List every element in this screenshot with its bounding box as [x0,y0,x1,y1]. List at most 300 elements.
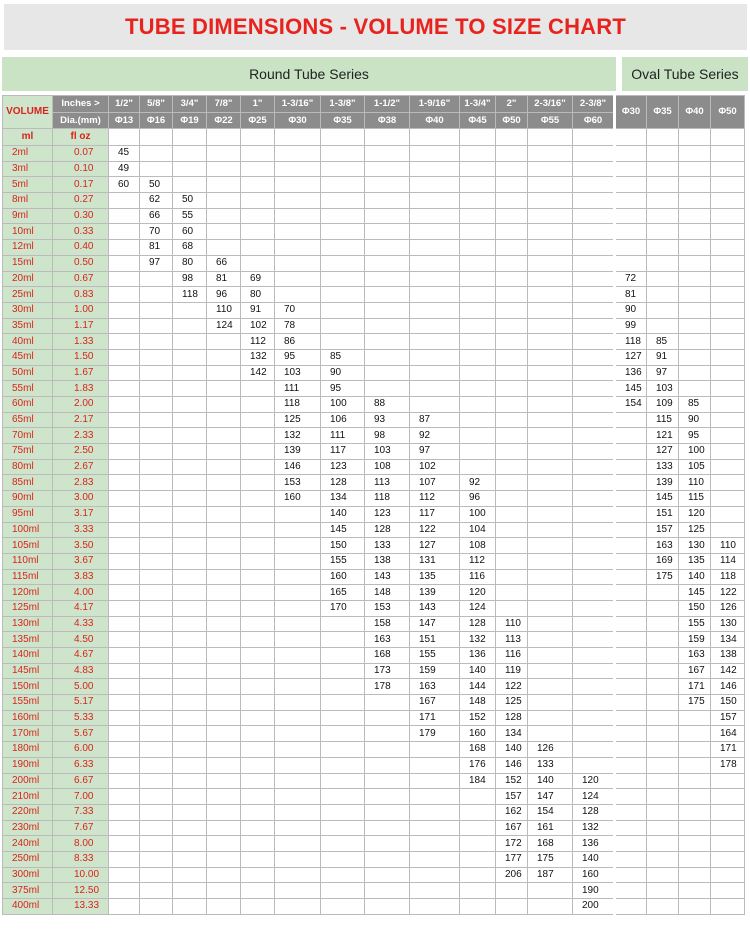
volume-ml-cell: 400ml [3,899,53,915]
size-cell [647,302,679,318]
volume-floz-cell: 1.83 [53,381,109,397]
size-cell: 125 [275,412,321,428]
size-cell [573,459,615,475]
size-cell: 136 [573,836,615,852]
size-cell [410,287,460,303]
inch-size-header: 1-9/16" [410,96,460,113]
size-cell [365,789,410,805]
size-cell [679,742,711,758]
size-cell [496,475,528,491]
size-cell [365,742,410,758]
size-cell [365,899,410,915]
size-cell [573,506,615,522]
size-cell [109,491,140,507]
size-cell [647,757,679,773]
table-row [3,334,745,350]
volume-floz-cell: 7.00 [53,789,109,805]
table-row [3,208,745,224]
size-cell [528,506,573,522]
volume-ml-cell: 160ml [3,710,53,726]
size-cell [207,334,241,350]
size-cell [173,663,207,679]
size-cell: 175 [679,695,711,711]
size-cell: 100 [460,506,496,522]
volume-floz-cell: 10.00 [53,867,109,883]
size-cell: 80 [173,255,207,271]
size-cell [679,349,711,365]
volume-ml-cell: 250ml [3,851,53,867]
size-cell [573,679,615,695]
size-cell: 105 [679,459,711,475]
size-cell: 102 [241,318,275,334]
size-cell [365,349,410,365]
size-cell [140,569,173,585]
volume-floz-cell: 2.17 [53,412,109,428]
size-cell: 70 [275,302,321,318]
empty-cell [711,129,745,146]
diameter-size-header: Φ35 [321,113,365,129]
size-cell [365,695,410,711]
size-cell [173,710,207,726]
size-cell: 123 [365,506,410,522]
volume-floz-cell: 0.07 [53,146,109,162]
volume-floz-cell: 4.67 [53,648,109,664]
size-cell [496,224,528,240]
size-cell [207,381,241,397]
size-cell [615,695,647,711]
size-cell: 66 [140,208,173,224]
size-cell: 167 [679,663,711,679]
size-cell: 124 [573,789,615,805]
size-cell [711,240,745,256]
size-cell: 145 [615,381,647,397]
size-cell [241,240,275,256]
size-cell [615,208,647,224]
size-cell [679,883,711,899]
size-cell [711,365,745,381]
volume-floz-cell: 0.67 [53,271,109,287]
size-cell [207,208,241,224]
table-row [3,679,745,695]
size-cell [573,224,615,240]
size-cell: 130 [711,616,745,632]
size-cell: 148 [365,585,410,601]
size-cell [528,459,573,475]
size-cell [679,726,711,742]
size-cell: 110 [711,538,745,554]
size-cell [173,585,207,601]
size-cell: 171 [711,742,745,758]
volume-floz-cell: 5.33 [53,710,109,726]
size-cell: 90 [321,365,365,381]
empty-cell [528,129,573,146]
size-cell [573,146,615,162]
size-cell [647,271,679,287]
size-cell [275,287,321,303]
size-cell [321,710,365,726]
size-cell [275,851,321,867]
size-cell [647,663,679,679]
volume-floz-cell: 2.67 [53,459,109,475]
volume-floz-cell: 1.50 [53,349,109,365]
size-cell [615,867,647,883]
size-cell [410,240,460,256]
volume-floz-cell: 3.17 [53,506,109,522]
table-row [3,804,745,820]
size-cell [140,334,173,350]
volume-ml-cell: 375ml [3,883,53,899]
size-cell [365,381,410,397]
size-cell [573,334,615,350]
size-cell: 127 [410,538,460,554]
volume-floz-cell: 8.00 [53,836,109,852]
size-cell [573,757,615,773]
size-cell [679,193,711,209]
size-cell: 167 [496,820,528,836]
oval-tube-series-label: Oval Tube Series [622,57,748,91]
size-cell [275,240,321,256]
size-cell [365,287,410,303]
table-row [3,632,745,648]
size-cell [647,836,679,852]
size-cell [140,161,173,177]
volume-floz-cell: 1.33 [53,334,109,350]
size-cell: 81 [140,240,173,256]
volume-ml-cell: 20ml [3,271,53,287]
size-cell [573,710,615,726]
size-cell [321,161,365,177]
size-cell: 103 [365,444,410,460]
size-cell [647,287,679,303]
size-cell [410,177,460,193]
size-cell: 118 [275,397,321,413]
size-cell [573,287,615,303]
volume-ml-cell: 55ml [3,381,53,397]
size-cell: 116 [460,569,496,585]
table-row [3,240,745,256]
size-cell [528,695,573,711]
size-cell [528,349,573,365]
volume-floz-cell: 0.10 [53,161,109,177]
volume-ml-cell: 210ml [3,789,53,805]
volume-floz-cell: 0.83 [53,287,109,303]
size-cell [207,240,241,256]
size-cell: 119 [496,663,528,679]
size-cell [140,459,173,475]
size-cell [109,522,140,538]
size-cell [496,491,528,507]
size-cell [109,695,140,711]
volume-ml-cell: 125ml [3,600,53,616]
size-cell [207,224,241,240]
size-cell [241,428,275,444]
size-cell [679,287,711,303]
inch-size-header: 1" [241,96,275,113]
size-cell [321,255,365,271]
size-cell [647,710,679,726]
size-cell: 145 [679,585,711,601]
volume-ml-cell: 190ml [3,757,53,773]
size-cell: 190 [573,883,615,899]
size-cell [109,600,140,616]
size-cell: 134 [711,632,745,648]
oval-diameter-header: Φ30 [615,96,647,129]
size-cell [109,726,140,742]
size-cell [207,804,241,820]
size-cell: 177 [496,851,528,867]
empty-cell [647,129,679,146]
size-cell [109,648,140,664]
size-cell: 109 [647,397,679,413]
size-cell [573,397,615,413]
table-row [3,522,745,538]
size-cell [496,255,528,271]
size-cell: 128 [321,475,365,491]
size-cell [140,883,173,899]
size-cell: 138 [365,553,410,569]
size-cell [109,349,140,365]
size-cell [615,663,647,679]
size-cell [173,789,207,805]
size-cell [140,397,173,413]
empty-cell [679,129,711,146]
size-cell [615,177,647,193]
size-cell [275,883,321,899]
size-cell [711,255,745,271]
size-cell [528,334,573,350]
table-row [3,224,745,240]
size-cell [275,600,321,616]
size-cell [679,867,711,883]
size-cell [679,318,711,334]
size-cell [207,663,241,679]
size-cell [109,679,140,695]
size-cell: 157 [711,710,745,726]
size-cell [410,381,460,397]
size-cell [173,146,207,162]
size-cell: 111 [321,428,365,444]
size-cell [365,146,410,162]
size-cell [711,867,745,883]
size-cell: 88 [365,397,410,413]
size-cell: 143 [410,600,460,616]
volume-floz-cell: 1.00 [53,302,109,318]
size-cell [140,820,173,836]
size-cell [528,538,573,554]
size-cell [573,695,615,711]
size-cell [496,506,528,522]
size-cell [321,773,365,789]
size-cell: 163 [647,538,679,554]
volume-ml-cell: 35ml [3,318,53,334]
size-cell: 91 [647,349,679,365]
size-cell [321,318,365,334]
size-cell [109,742,140,758]
empty-cell [241,129,275,146]
size-cell [109,585,140,601]
size-cell [573,648,615,664]
size-cell [615,600,647,616]
size-cell [647,899,679,915]
size-cell: 142 [711,663,745,679]
size-cell [711,428,745,444]
size-cell [711,334,745,350]
volume-floz-cell: 0.27 [53,193,109,209]
size-cell [711,444,745,460]
size-cell [109,459,140,475]
size-cell [173,538,207,554]
size-cell [410,742,460,758]
size-cell [573,522,615,538]
size-cell [109,663,140,679]
size-cell [647,789,679,805]
size-cell [615,585,647,601]
size-cell [140,522,173,538]
size-cell: 60 [173,224,207,240]
size-cell [173,177,207,193]
size-cell: 136 [460,648,496,664]
size-cell [275,632,321,648]
size-cell: 70 [140,224,173,240]
size-cell: 114 [711,553,745,569]
size-cell [573,349,615,365]
volume-floz-cell: 5.17 [53,695,109,711]
table-row [3,412,745,428]
size-cell [321,271,365,287]
size-cell [241,899,275,915]
size-cell [241,757,275,773]
size-cell: 176 [460,757,496,773]
size-cell [460,193,496,209]
size-cell [410,224,460,240]
size-cell [140,553,173,569]
size-cell [528,412,573,428]
size-cell: 98 [173,271,207,287]
size-cell [496,397,528,413]
size-cell [711,397,745,413]
size-cell [140,899,173,915]
size-cell [207,600,241,616]
size-cell: 132 [241,349,275,365]
size-cell: 171 [410,710,460,726]
volume-floz-cell: 0.50 [53,255,109,271]
table-row [3,789,745,805]
size-cell: 133 [528,757,573,773]
size-cell: 128 [573,804,615,820]
volume-floz-cell: 0.17 [53,177,109,193]
size-cell [241,491,275,507]
size-cell [365,710,410,726]
size-cell [275,255,321,271]
size-cell [528,428,573,444]
empty-cell [207,129,241,146]
size-cell [207,538,241,554]
size-cell [573,600,615,616]
volume-ml-cell: 155ml [3,695,53,711]
empty-cell [410,129,460,146]
size-cell [528,271,573,287]
size-cell: 160 [460,726,496,742]
size-cell [573,742,615,758]
size-cell [679,789,711,805]
volume-floz-cell: 6.00 [53,742,109,758]
size-cell: 168 [460,742,496,758]
size-cell: 78 [275,318,321,334]
size-cell [460,867,496,883]
size-cell [615,491,647,507]
size-cell [679,365,711,381]
size-cell [207,161,241,177]
table-row [3,381,745,397]
size-cell: 118 [173,287,207,303]
size-cell [496,600,528,616]
size-cell [615,883,647,899]
table-row [3,710,745,726]
table-row [3,161,745,177]
size-cell [109,820,140,836]
size-cell: 97 [410,444,460,460]
size-cell [321,757,365,773]
volume-floz-cell: 0.40 [53,240,109,256]
size-cell [207,867,241,883]
size-cell [140,538,173,554]
size-cell [241,742,275,758]
size-cell [711,318,745,334]
size-cell: 60 [109,177,140,193]
size-cell: 154 [615,397,647,413]
volume-floz-cell: 4.33 [53,616,109,632]
size-cell [528,899,573,915]
size-cell: 110 [207,302,241,318]
size-cell [173,444,207,460]
size-cell [615,553,647,569]
size-cell [711,836,745,852]
table-row [3,773,745,789]
size-cell [109,428,140,444]
size-cell [573,193,615,209]
size-cell [140,836,173,852]
size-cell [109,883,140,899]
size-cell [410,836,460,852]
size-cell [109,899,140,915]
size-cell [528,491,573,507]
size-cell: 91 [241,302,275,318]
table-row [3,538,745,554]
size-cell [365,240,410,256]
size-cell [365,820,410,836]
size-cell: 103 [275,365,321,381]
size-cell [207,757,241,773]
volume-ml-cell: 220ml [3,804,53,820]
oval-diameter-header: Φ35 [647,96,679,129]
size-cell [365,161,410,177]
size-cell [496,146,528,162]
size-cell [711,851,745,867]
size-cell: 169 [647,553,679,569]
size-cell [173,412,207,428]
size-cell [241,679,275,695]
table-row [3,271,745,287]
size-cell [365,334,410,350]
size-cell [410,851,460,867]
size-cell [711,302,745,318]
size-cell: 179 [410,726,460,742]
inch-size-header: 1-3/4" [460,96,496,113]
size-cell [241,553,275,569]
size-cell [460,208,496,224]
table-row [3,836,745,852]
volume-floz-cell: 3.33 [53,522,109,538]
